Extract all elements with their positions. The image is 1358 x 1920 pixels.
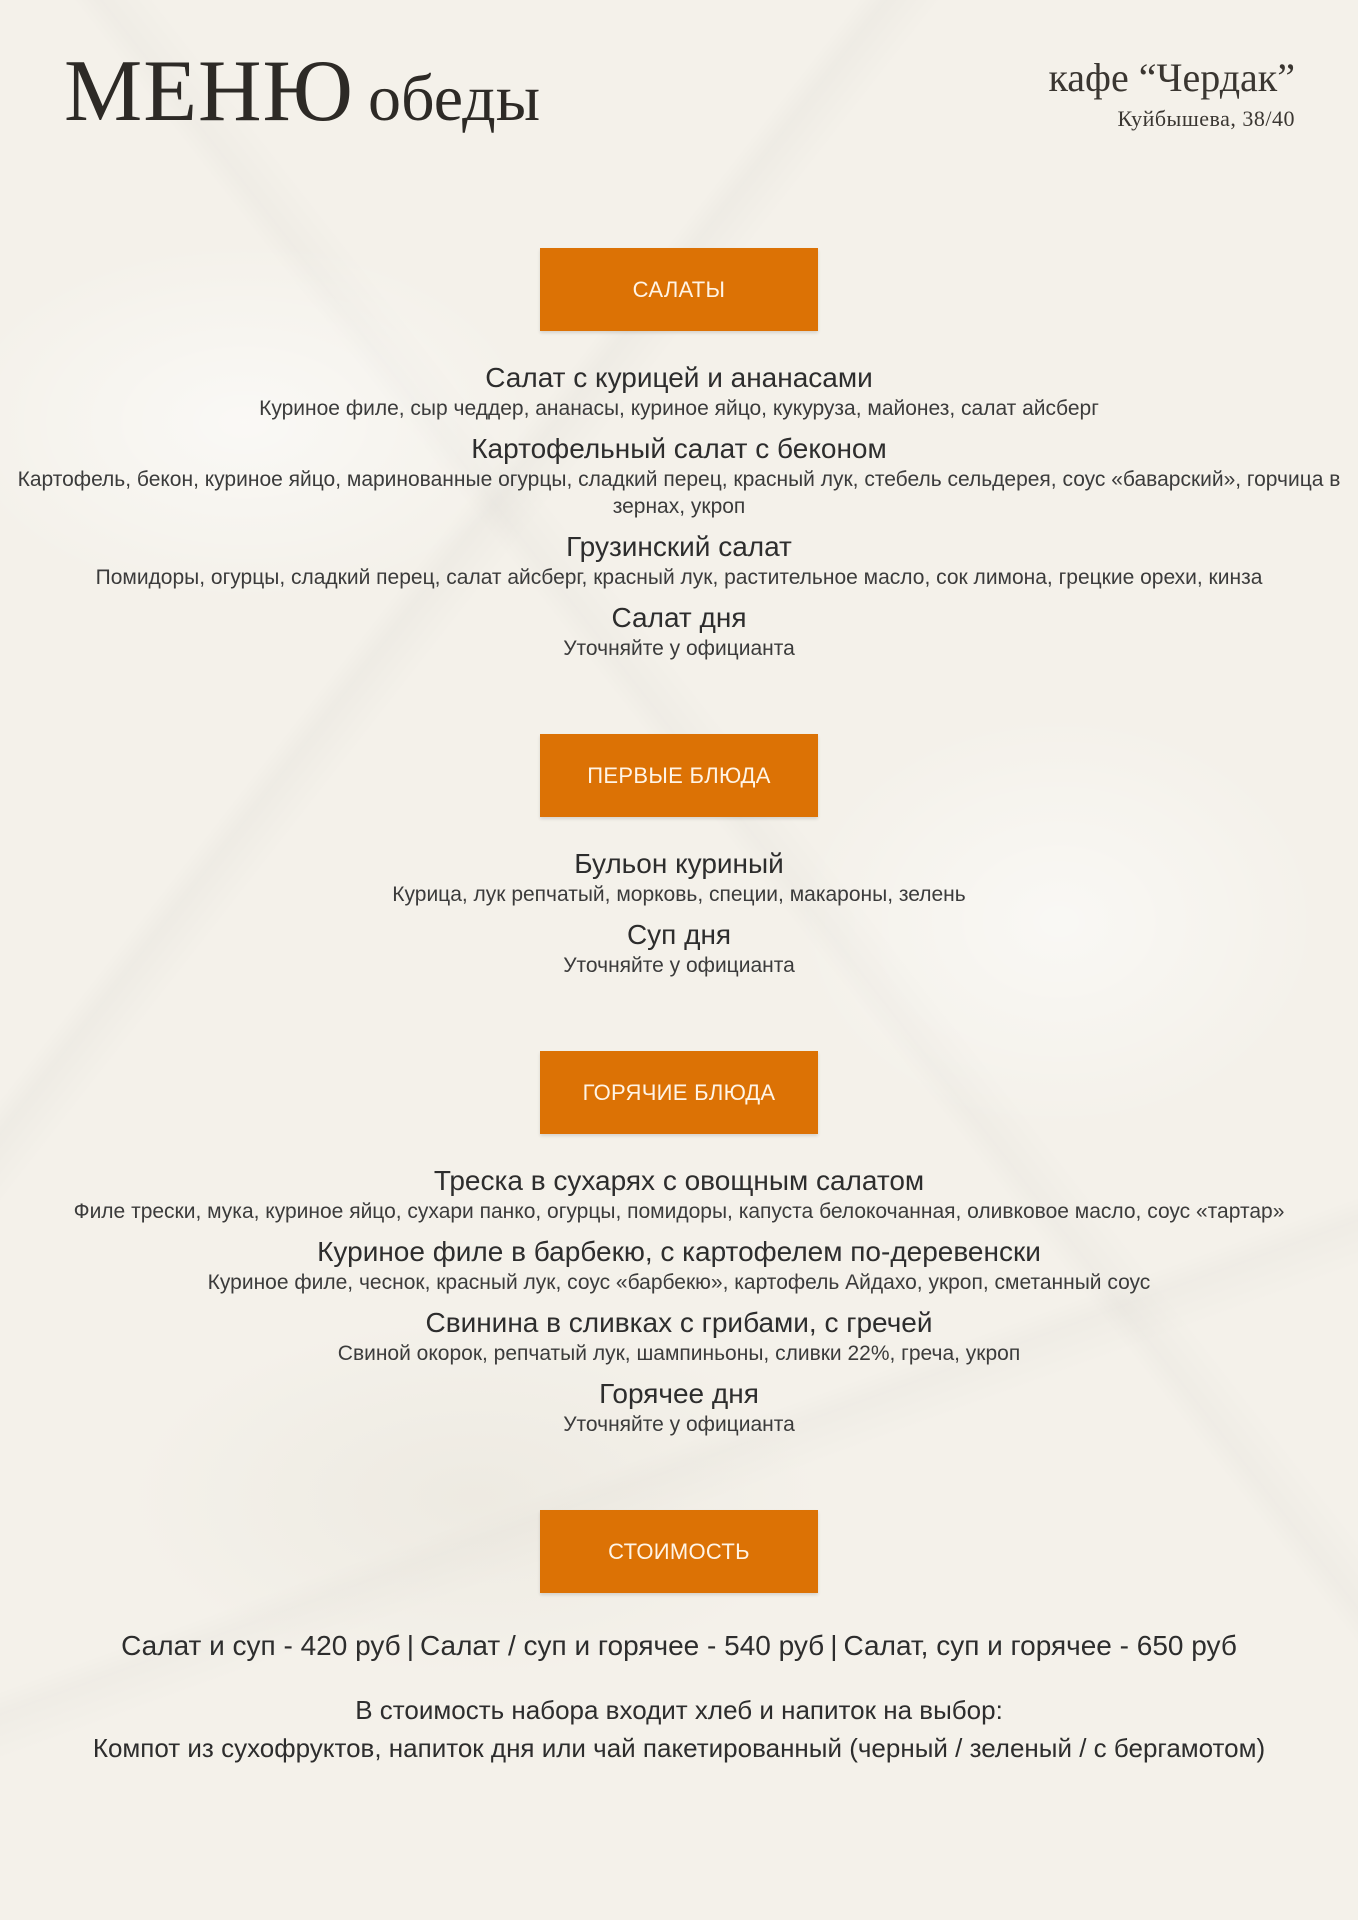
price-options (0, 1629, 1358, 1663)
included-note-line: В стоимость набора входит хлеб и напиток на выбор: (355, 1695, 1003, 1725)
menu-title (64, 43, 541, 140)
menu-title-sub: обеды (368, 62, 541, 135)
section-banner-hot-dishes: ГОРЯЧИЕ БЛЮДА (540, 1051, 818, 1134)
section-banner-first-courses: ПЕРВЫЕ БЛЮДА (540, 734, 818, 817)
section-items-hot-dishes (0, 1164, 1358, 1438)
menu-item-name: Картофельный салат с беконом (471, 433, 887, 464)
menu-item-description: Картофель, бекон, куриное яйцо, маринованные огурцы, сладкий перец, красный лук, стебель сельдерея, соус «баварский», горчица в зернах, укроп (17, 468, 1341, 518)
section-hot-dishes (0, 1051, 1358, 1438)
menu-item-name: Суп дня (626, 919, 732, 950)
cafe-address: Куйбышева, 38/40 (1117, 106, 1295, 131)
menu-item-name: Салат с курицей и ананасами (485, 362, 873, 393)
section-items-salads (0, 361, 1358, 662)
menu-item (0, 1306, 1358, 1367)
menu-item (0, 530, 1358, 591)
menu-item-description: Куриное филе, сыр чеддер, ананасы, куриное яйцо, кукуруза, майонез, салат айсберг (259, 397, 1099, 420)
menu-item-name: Салат дня (611, 602, 747, 633)
menu-item-description: Уточняйте у официанта (563, 1413, 795, 1436)
menu-item-name: Свинина в сливках с грибами, с гречей (425, 1307, 933, 1338)
menu-item-name: Грузинский салат (566, 531, 792, 562)
menu-item (0, 918, 1358, 979)
price-separator: | (830, 1630, 838, 1661)
menu-item-description: Курица, лук репчатый, морковь, специи, макароны, зелень (392, 883, 966, 906)
menu-item-name: Куриное филе в барбекю, с картофелем по-деревенски (317, 1236, 1041, 1267)
menu-item (0, 601, 1358, 662)
menu-item-description: Свиной окорок, репчатый лук, шампиньоны, сливки 22%, греча, укроп (337, 1342, 1021, 1365)
menu-item-description: Куриное филе, чеснок, красный лук, соус «барбекю», картофель Айдахо, укроп, сметанный соус (207, 1271, 1151, 1294)
menu-item-name: Бульон куриный (574, 848, 784, 879)
section-salads (0, 248, 1358, 662)
price-separator: | (406, 1630, 414, 1661)
menu-item (0, 1235, 1358, 1296)
menu-content (0, 248, 1358, 1839)
section-items-first-courses (0, 847, 1358, 979)
included-note-line: Компот из сухофруктов, напиток дня или чай пакетированный (черный / зеленый / с бергамотом) (92, 1733, 1266, 1763)
price-option: Салат, суп и горячее - 650 руб (843, 1630, 1237, 1661)
menu-item (0, 361, 1358, 422)
menu-item-description: Уточняйте у официанта (563, 954, 795, 977)
price-option: Салат / суп и горячее - 540 руб (419, 1630, 825, 1661)
included-note (0, 1691, 1358, 1767)
cafe-name: кафе “Чердак” (1048, 55, 1295, 100)
menu-item-name: Треска в сухарях с овощным салатом (433, 1165, 925, 1196)
menu-item (0, 847, 1358, 908)
menu-item (0, 432, 1358, 520)
menu-item-description: Филе трески, мука, куриное яйцо, сухари панко, огурцы, помидоры, капуста белокочанная, оливковое масло, соус «тартар» (73, 1200, 1285, 1223)
menu-item-description: Помидоры, огурцы, сладкий перец, салат айсберг, красный лук, растительное масло, сок лимона, грецкие орехи, кинза (95, 566, 1263, 589)
cafe-info (1048, 56, 1295, 132)
menu-item-name: Горячее дня (599, 1378, 759, 1409)
menu-item-description: Уточняйте у официанта (563, 637, 795, 660)
menu-item (0, 1164, 1358, 1225)
price-option: Салат и суп - 420 руб (121, 1630, 401, 1661)
section-pricing (0, 1510, 1358, 1767)
section-banner-pricing: СТОИМОСТЬ (540, 1510, 818, 1593)
menu-title-main: МЕНЮ (64, 43, 354, 140)
section-first-courses (0, 734, 1358, 979)
menu-item (0, 1377, 1358, 1438)
section-banner-salads: САЛАТЫ (540, 248, 818, 331)
